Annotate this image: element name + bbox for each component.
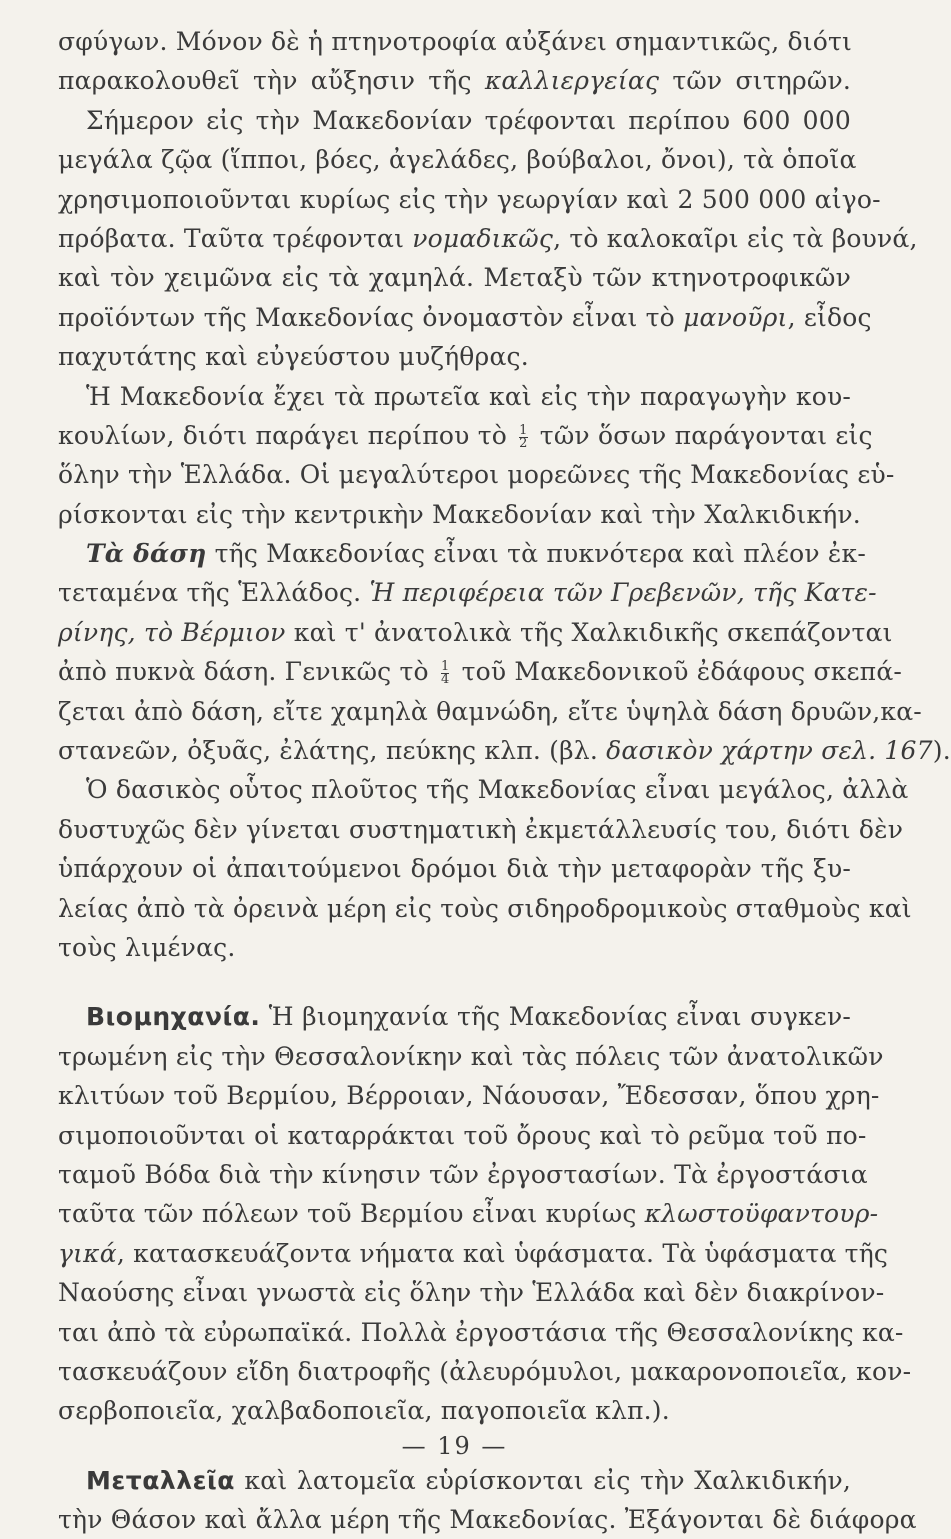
text-line: [58, 1155, 868, 1194]
fraction-denominator: 4: [440, 672, 450, 688]
line-text: πρόβατα. Ταῦτα τρέφονται: [58, 223, 413, 253]
text-line: [58, 928, 851, 967]
line-text: τοῦ Μακεδονικοῦ ἐδάφους σκεπά-: [453, 657, 903, 687]
line-text: τεταμένα τῆς Ἑλλάδος.: [58, 578, 370, 608]
line-text: τρωμένη εἰς τὴν Θεσσαλονίκην καὶ τὰς πόλεις τῶν ἀνατολικῶν: [58, 1041, 884, 1071]
text-line: [58, 1352, 912, 1391]
line-text: δυστυχῶς δὲν γίνεται συστηματικὴ ἐκμετάλλευσίς του, διότι δὲν: [58, 814, 904, 844]
italic-text: μανοῦρι: [683, 302, 788, 332]
text-line: [58, 1194, 879, 1233]
line-text: μεγάλα ζῷα (ἵπποι, βόες, ἀγελάδες, βούβαλοι, ὄνοι), τὰ ὁποῖα: [58, 145, 857, 175]
text-line: [58, 61, 851, 100]
line-text: Ἡ Μακεδονία ἔχει τὰ πρωτεῖα καὶ εἰς τὴν παραγωγὴν κου-: [86, 381, 851, 411]
line-text: ται ἀπὸ τὰ εὐρωπαϊκά. Πολλὰ ἐργοστάσια τῆς Θεσσαλονίκης κα-: [58, 1317, 904, 1347]
page-number: — 19 —: [401, 1432, 508, 1460]
line-text: ταῦτα τῶν πόλεων τοῦ Βερμίου εἶναι κυρίως: [58, 1199, 645, 1229]
text-line: [58, 889, 912, 928]
italic-text: νομαδικῶς: [412, 223, 554, 253]
text-line: [58, 692, 922, 731]
text-line: [58, 377, 851, 416]
line-text: καὶ τ' ἀνατολικὰ τῆς Χαλκιδικῆς σκεπάζονται: [285, 617, 893, 647]
italic-text: δασικὸν χάρτην σελ. 167: [606, 736, 933, 766]
text-line: [58, 997, 851, 1036]
italic-text: ρίνης, τὸ Βέρμιον: [58, 617, 286, 647]
text-line: [58, 337, 851, 376]
italic-text: καλλιεργείας: [484, 66, 660, 96]
line-text: χρησιμοποιοῦνται κυρίως εἰς τὴν γεωργίαν καὶ 2 500 000 αἰγο-: [58, 184, 881, 214]
fraction-denominator: 2: [519, 435, 528, 451]
line-text: Ὁ δασικὸς οὗτος πλοῦτος τῆς Μακεδονίας εἶναι μεγάλος, ἀλλὰ: [86, 775, 909, 805]
section-heading: Μεταλλεῖα: [86, 1465, 235, 1495]
line-text: παχυτάτης καὶ εὐγεύστου μυζήθρας.: [58, 342, 529, 372]
text-line: [58, 1461, 851, 1500]
text-line: [58, 298, 872, 337]
section-heading-italic: Τὰ δάση: [86, 539, 207, 569]
text-line: [58, 258, 851, 297]
fraction-numerator: 1: [519, 422, 528, 438]
text-line: [58, 416, 873, 455]
text-line: [58, 1116, 867, 1155]
text-line: [58, 101, 851, 140]
line-text: ).: [932, 736, 951, 766]
fraction: [441, 661, 449, 686]
text-line: [58, 849, 851, 888]
text-line: [58, 770, 909, 809]
text-line: [58, 573, 877, 612]
line-text: , κατασκευάζοντα νήματα καὶ ὑφάσματα. Τὰ ὑφάσματα τῆς: [116, 1238, 889, 1268]
italic-text: κλωστοϋφαντουρ-: [644, 1199, 879, 1229]
line-text: κλιτύων τοῦ Βερμίου, Βέρροιαν, Νάουσαν, Ἔδεσσαν, ὅπου χρη-: [58, 1081, 880, 1111]
text-line: [58, 180, 881, 219]
line-text: τῆς Μακεδονίας εἶναι τὰ πυκνότερα καὶ πλέον ἐκ-: [206, 539, 866, 569]
line-text: στανεῶν, ὀξυᾶς, ἐλάτης, πεύκης κλπ. (βλ.: [58, 736, 607, 766]
text-line: [58, 1234, 889, 1273]
text-line: [58, 1313, 904, 1352]
text-line: [58, 1037, 884, 1076]
line-text: ἀπὸ πυκνὰ δάση. Γενικῶς τὸ: [58, 657, 437, 687]
line-text: τῶν ὅσων παράγονται εἰς: [531, 420, 873, 450]
line-text: καὶ λατομεῖα εὑρίσκονται εἰς τὴν Χαλκιδικήν,: [234, 1465, 851, 1495]
line-text: σερβοποιεῖα, χαλβαδοποιεῖα, παγοποιεῖα κλπ.).: [58, 1396, 670, 1426]
text-line: [58, 140, 857, 179]
line-text: Ἡ βιομηχανία τῆς Μακεδονίας εἶναι συγκεν-: [260, 1002, 851, 1032]
text-line: [58, 652, 903, 691]
fraction: [519, 422, 528, 451]
line-text: τῶν σιτηρῶν.: [659, 66, 851, 96]
page-text: [58, 22, 951, 1539]
text-line: [58, 495, 861, 534]
line-text: τοὺς λιμένας.: [58, 932, 236, 962]
line-text: τὴν Θάσον καὶ ἄλλα μέρη τῆς Μακεδονίας. Ἐξάγονται δὲ διάφορα: [58, 1505, 917, 1535]
line-text: προϊόντων τῆς Μακεδονίας ὀνομαστὸν εἶναι τὸ: [58, 302, 684, 332]
text-line: [58, 731, 951, 770]
line-text: τασκευάζουν εἴδη διατροφῆς (ἀλευρόμυλοι, μακαρονοποιεῖα, κον-: [58, 1356, 912, 1386]
line-text: ὅλην τὴν Ἑλλάδα. Οἱ μεγαλύτεροι μορεῶνες τῆς Μακεδονίας εὑ-: [58, 460, 895, 490]
line-text: παρακολουθεῖ τὴν αὔξησιν τῆς: [58, 66, 485, 96]
fraction-numerator: 1: [440, 659, 450, 675]
text-line: [58, 1273, 885, 1312]
line-text: , τὸ καλοκαῖρι εἰς τὰ βουνά,: [553, 223, 918, 253]
line-text: ὑπάρχουν οἱ ἀπαιτούμενοι δρόμοι διὰ τὴν μεταφορὰν τῆς ξυ-: [58, 854, 851, 884]
line-text: , εἶδος: [787, 302, 872, 332]
line-text: ρίσκονται εἰς τὴν κεντρικὴν Μακεδονίαν καὶ τὴν Χαλκιδικήν.: [58, 499, 861, 529]
text-line: [58, 22, 851, 61]
text-line: [58, 1076, 880, 1115]
text-line: [58, 219, 918, 258]
line-text: κουλίων, διότι παράγει περίπου τὸ: [58, 420, 516, 450]
line-text: ταμοῦ Βόδα διὰ τὴν κίνησιν τῶν ἐργοστασίων. Τὰ ἐργοστάσια: [58, 1159, 868, 1189]
line-text: λείας ἀπὸ τὰ ὀρεινὰ μέρη εἰς τοὺς σιδηροδρομικοὺς σταθμοὺς καὶ: [58, 893, 912, 923]
text-line: [58, 1500, 917, 1539]
italic-text: γικά: [58, 1238, 117, 1268]
text-line: [58, 613, 893, 652]
line-text: καὶ τὸν χειμῶνα εἰς τὰ χαμηλά. Μεταξὺ τῶν κτηνοτροφικῶν: [58, 263, 851, 293]
line-text: ζεται ἀπὸ δάση, εἴτε χαμηλὰ θαμνώδη, εἴτε ὑψηλὰ δάση δρυῶν,κα-: [58, 696, 922, 726]
section-heading: Βιομηχανία.: [86, 1002, 261, 1032]
line-text: σφύγων. Μόνον δὲ ἡ πτηνοτροφία αὐξάνει σημαντικῶς, διότι: [58, 27, 853, 56]
text-line: [58, 1391, 851, 1430]
text-line: [58, 534, 866, 573]
text-line: [58, 810, 904, 849]
line-text: Ναούσης εἶναι γνωστὰ εἰς ὅλην τὴν Ἑλλάδα καὶ δὲν διακρίνον-: [58, 1278, 885, 1308]
line-text: σιμοποιοῦνται οἱ καταρράκται τοῦ ὄρους καὶ τὸ ρεῦμα τοῦ πο-: [58, 1120, 867, 1150]
text-line: [58, 455, 895, 494]
italic-text: Ἡ περιφέρεια τῶν Γρεβενῶν, τῆς Κατε-: [369, 578, 877, 608]
line-text: Σήμερον εἰς τὴν Μακεδονίαν τρέφονται περίπου 600 000: [86, 105, 851, 135]
